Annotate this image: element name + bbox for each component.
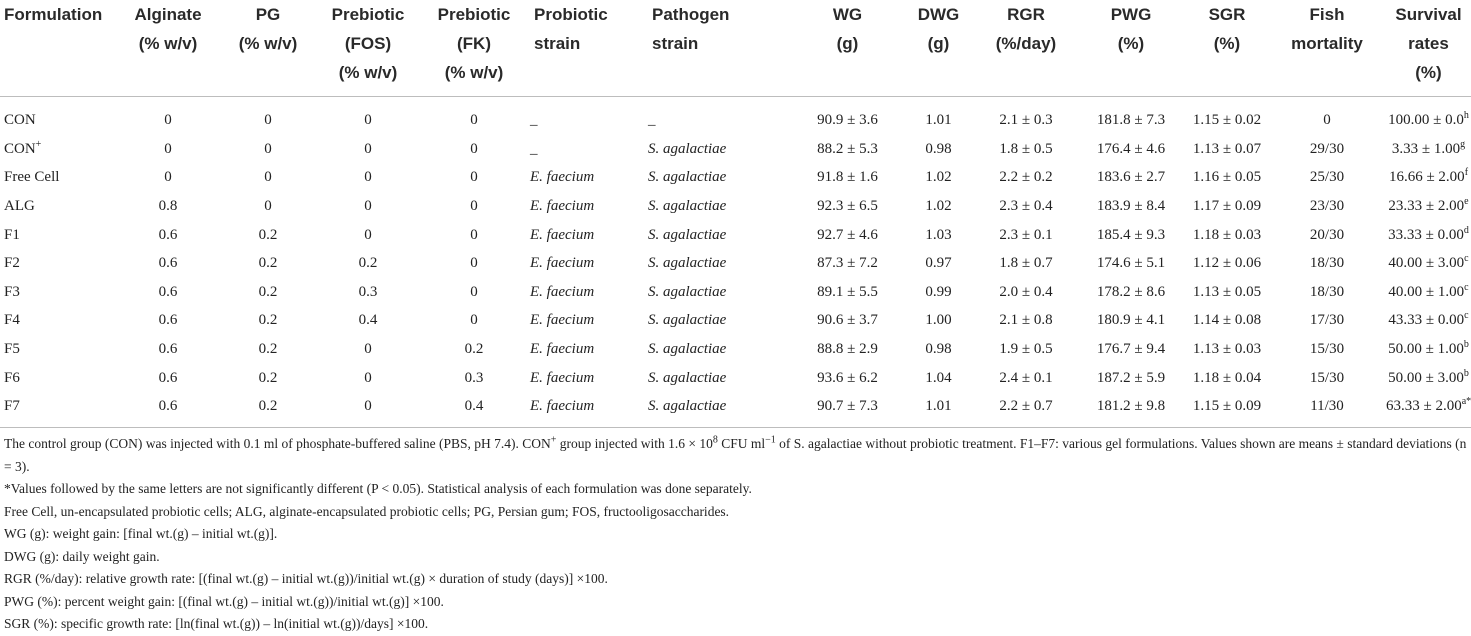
cell-survival: 3.33 ± 1.00$^g$ bbox=[1391, 138, 1466, 157]
cell-wg: 93.6 ± 6.2 bbox=[817, 369, 878, 386]
cell-probiotic: E. faecium bbox=[530, 283, 595, 300]
cell-dwg: 1.04 bbox=[925, 369, 952, 386]
cell-survival: 40.00 ± 3.00$^c$ bbox=[1388, 253, 1469, 272]
cell-fk: 0 bbox=[470, 169, 478, 186]
cell-rgr: 2.1 ± 0.3 bbox=[999, 112, 1053, 129]
footnote-control-group: The control group (CON) was injected with 0.1 ml of phosphate-buffered saline (PBS, pH 7.4). CON+ group injected with $1.6 \times 10^8$ CFU $ml^{-1}$ of S. agalactiae without probiotic treatment. F1–F7: various gel formulations. Values shown are means ± standard deviations (n = 3). bbox=[4, 434, 1467, 474]
cell-dwg: 1.02 bbox=[925, 169, 952, 186]
cell-formulation: F3 bbox=[4, 283, 20, 300]
cell-fk: 0 bbox=[470, 112, 478, 129]
cell-wg: 90.7 ± 7.3 bbox=[817, 398, 878, 415]
cell-sgr: 1.12 ± 0.06 bbox=[1192, 255, 1262, 272]
cell-alginate: 0.6 bbox=[158, 341, 178, 358]
cell-rgr: 2.2 ± 0.7 bbox=[999, 398, 1053, 415]
cell-dwg: 1.01 bbox=[925, 112, 952, 129]
footnote-pwg: PWG (%): percent weight gain: [(final wt.(g) – initial wt.(g))/initial wt.(g)] ×100. bbox=[4, 593, 444, 609]
cell-fk: 0 bbox=[470, 226, 478, 243]
cell-pathogen: _ bbox=[648, 112, 656, 129]
header-formulation: Formulation bbox=[0, 0, 118, 96]
cell-pwg: 183.6 ± 2.7 bbox=[1096, 169, 1166, 186]
cell-probiotic: E. faecium bbox=[530, 198, 595, 215]
cell-rgr: 2.3 ± 0.1 bbox=[999, 226, 1053, 243]
cell-probiotic: E. faecium bbox=[530, 341, 595, 358]
cell-fos: 0 bbox=[364, 369, 372, 386]
cell-rgr: 1.8 ± 0.5 bbox=[999, 140, 1053, 157]
cell-alginate: 0 bbox=[164, 169, 172, 186]
cell-wg: 87.3 ± 7.2 bbox=[817, 255, 878, 272]
cell-pwg: 181.8 ± 7.3 bbox=[1096, 112, 1166, 129]
cell-fos: 0.4 bbox=[358, 312, 378, 329]
cell-rgr: 2.1 ± 0.8 bbox=[999, 312, 1053, 329]
table-row bbox=[0, 278, 1471, 307]
cell-mortality: 11/30 bbox=[1310, 398, 1344, 415]
cell-sgr: 1.15 ± 0.09 bbox=[1192, 398, 1262, 415]
cell-mortality: 25/30 bbox=[1309, 169, 1345, 186]
cell-pg: 0.2 bbox=[258, 283, 278, 300]
cell-sgr: 1.15 ± 0.02 bbox=[1192, 112, 1262, 129]
cell-pwg: 180.9 ± 4.1 bbox=[1096, 312, 1166, 329]
header-alginate: Alginate (% w/v) bbox=[118, 0, 218, 96]
header-pathogen: Pathogen strain bbox=[648, 0, 794, 96]
cell-rgr: 1.9 ± 0.5 bbox=[999, 341, 1053, 358]
cell-fos: 0.2 bbox=[358, 255, 378, 272]
cell-sgr: 1.18 ± 0.04 bbox=[1192, 369, 1262, 386]
header-probiotic: Probiotic strain bbox=[530, 0, 648, 96]
cell-pathogen: S. agalactiae bbox=[648, 198, 727, 215]
table-row bbox=[0, 192, 1471, 221]
cell-mortality: 29/30 bbox=[1309, 140, 1345, 157]
cell-fk: 0 bbox=[470, 312, 478, 329]
header-sgr: SGR (%) bbox=[1186, 0, 1268, 96]
table-row bbox=[0, 364, 1471, 393]
cell-pwg: 185.4 ± 9.3 bbox=[1096, 226, 1166, 243]
cell-fk: 0 bbox=[470, 140, 478, 157]
cell-pwg: 181.2 ± 9.8 bbox=[1096, 398, 1166, 415]
cell-pwg: 183.9 ± 8.4 bbox=[1096, 198, 1166, 215]
cell-survival: 16.66 ± 2.00$^f$ bbox=[1388, 167, 1469, 186]
table-row bbox=[0, 164, 1471, 193]
cell-rgr: 2.2 ± 0.2 bbox=[999, 169, 1053, 186]
cell-wg: 90.6 ± 3.7 bbox=[817, 312, 878, 329]
cell-formulation: F7 bbox=[4, 398, 20, 415]
cell-wg: 90.9 ± 3.6 bbox=[817, 112, 878, 129]
cell-wg: 89.1 ± 5.5 bbox=[817, 283, 878, 300]
cell-fk: 0 bbox=[470, 198, 478, 215]
cell-pg: 0.2 bbox=[258, 398, 278, 415]
cell-sgr: 1.14 ± 0.08 bbox=[1192, 312, 1262, 329]
table-bottom-rule bbox=[0, 427, 1471, 428]
cell-rgr: 2.0 ± 0.4 bbox=[999, 283, 1053, 300]
cell-formulation: F1 bbox=[4, 226, 20, 243]
cell-pathogen: S. agalactiae bbox=[648, 312, 727, 329]
cell-formulation: CON+ bbox=[4, 138, 42, 157]
cell-pathogen: S. agalactiae bbox=[648, 369, 727, 386]
cell-probiotic: E. faecium bbox=[530, 169, 595, 186]
cell-pathogen: S. agalactiae bbox=[648, 341, 727, 358]
cell-fos: 0 bbox=[364, 112, 372, 129]
cell-mortality: 15/30 bbox=[1309, 369, 1345, 386]
cell-fk: 0.4 bbox=[464, 398, 484, 415]
cell-pg: 0.2 bbox=[258, 312, 278, 329]
cell-mortality: 17/30 bbox=[1309, 312, 1345, 329]
cell-fos: 0 bbox=[364, 341, 372, 358]
cell-alginate: 0 bbox=[164, 140, 172, 157]
cell-fk: 0.2 bbox=[464, 341, 484, 358]
cell-dwg: 1.01 bbox=[925, 398, 952, 415]
cell-dwg: 1.03 bbox=[925, 226, 952, 243]
cell-alginate: 0 bbox=[164, 112, 172, 129]
header-mortality: Fish mortality bbox=[1268, 0, 1386, 96]
cell-alginate: 0.8 bbox=[158, 198, 178, 215]
cell-pg: 0 bbox=[264, 198, 272, 215]
cell-pathogen: S. agalactiae bbox=[648, 226, 727, 243]
cell-fk: 0.3 bbox=[464, 369, 484, 386]
cell-survival: 43.33 ± 0.00$^c$ bbox=[1388, 310, 1469, 329]
cell-survival: 50.00 ± 1.00$^b$ bbox=[1388, 339, 1469, 358]
cell-dwg: 0.98 bbox=[925, 341, 952, 358]
table-row bbox=[0, 221, 1471, 250]
cell-fos: 0 bbox=[364, 398, 372, 415]
cell-mortality: 20/30 bbox=[1309, 226, 1345, 243]
table-row bbox=[0, 307, 1471, 336]
cell-formulation: F6 bbox=[4, 369, 20, 386]
cell-survival: $63.33 \pm 2.00^{a*}$ bbox=[1386, 396, 1471, 415]
cell-pwg: 176.7 ± 9.4 bbox=[1096, 341, 1166, 358]
cell-mortality: 18/30 bbox=[1309, 283, 1345, 300]
cell-pg: 0.2 bbox=[258, 255, 278, 272]
cell-alginate: 0.6 bbox=[158, 226, 178, 243]
cell-formulation: ALG bbox=[4, 198, 35, 215]
table-row bbox=[0, 96, 1471, 135]
cell-dwg: 1.02 bbox=[925, 198, 952, 215]
footnote-sgr: SGR (%): specific growth rate: [ln(final wt.(g)) – ln(initial wt.(g))/days] ×100. bbox=[4, 616, 429, 631]
footnote-significance: *Values followed by the same letters are not significantly different (P < 0.05). Statistical analysis of each formulation was done separately. bbox=[4, 481, 752, 496]
cell-alginate: 0.6 bbox=[158, 255, 178, 272]
cell-pg: 0.2 bbox=[258, 226, 278, 243]
cell-probiotic: E. faecium bbox=[530, 226, 595, 243]
header-survival: Survival rates (%) bbox=[1386, 0, 1471, 96]
cell-fos: 0 bbox=[364, 169, 372, 186]
cell-formulation: F2 bbox=[4, 255, 20, 272]
cell-mortality: 0 bbox=[1323, 112, 1331, 129]
cell-sgr: 1.13 ± 0.03 bbox=[1192, 341, 1262, 358]
cell-pwg: 176.4 ± 4.6 bbox=[1096, 140, 1166, 157]
cell-pwg: 178.2 ± 8.6 bbox=[1096, 283, 1166, 300]
cell-wg: 88.8 ± 2.9 bbox=[817, 341, 878, 358]
table-row bbox=[0, 392, 1471, 427]
cell-sgr: 1.16 ± 0.05 bbox=[1192, 169, 1262, 186]
cell-alginate: 0.6 bbox=[158, 283, 178, 300]
cell-probiotic: E. faecium bbox=[530, 255, 595, 272]
cell-pathogen: S. agalactiae bbox=[648, 283, 727, 300]
cell-wg: 92.7 ± 4.6 bbox=[817, 226, 878, 243]
cell-formulation: Free Cell bbox=[4, 169, 60, 186]
cell-fos: 0 bbox=[364, 198, 372, 215]
cell-dwg: 1.00 bbox=[925, 312, 952, 329]
cell-rgr: 2.3 ± 0.4 bbox=[999, 198, 1053, 215]
cell-dwg: 0.97 bbox=[925, 255, 952, 272]
cell-pg: 0 bbox=[264, 112, 272, 129]
footnote-dwg: DWG (g): daily weight gain. bbox=[4, 548, 160, 564]
header-pwg: PWG (%) bbox=[1076, 0, 1186, 96]
cell-dwg: 0.99 bbox=[925, 283, 952, 300]
cell-pg: 0.2 bbox=[258, 369, 278, 386]
cell-formulation: CON bbox=[4, 112, 36, 129]
header-wg: WG (g) bbox=[794, 0, 901, 96]
cell-survival: 40.00 ± 1.00$^c$ bbox=[1388, 281, 1469, 300]
cell-dwg: 0.98 bbox=[925, 140, 952, 157]
cell-rgr: 2.4 ± 0.1 bbox=[999, 369, 1053, 386]
header-pg: PG (% w/v) bbox=[218, 0, 318, 96]
cell-survival: 23.33 ± 2.00$^e$ bbox=[1388, 196, 1469, 215]
cell-pathogen: S. agalactiae bbox=[648, 255, 727, 272]
cell-wg: 91.8 ± 1.6 bbox=[817, 169, 878, 186]
cell-probiotic: _ bbox=[530, 140, 538, 157]
table-row bbox=[0, 135, 1471, 164]
cell-probiotic: E. faecium bbox=[530, 312, 595, 329]
table-row bbox=[0, 335, 1471, 364]
cell-survival: 100.00 ± 0.0$^h$ bbox=[1388, 110, 1469, 129]
cell-pathogen: S. agalactiae bbox=[648, 169, 727, 186]
cell-sgr: 1.18 ± 0.03 bbox=[1192, 226, 1262, 243]
cell-fk: 0 bbox=[470, 283, 478, 300]
cell-sgr: 1.13 ± 0.07 bbox=[1192, 140, 1262, 157]
header-rgr: RGR (%/day) bbox=[976, 0, 1076, 96]
cell-pg: 0.2 bbox=[258, 341, 278, 358]
cell-pathogen: S. agalactiae bbox=[648, 398, 727, 415]
cell-fos: 0 bbox=[364, 226, 372, 243]
header-fos: Prebiotic (FOS) (% w/v) bbox=[318, 0, 418, 96]
cell-rgr: 1.8 ± 0.7 bbox=[999, 255, 1053, 272]
cell-pwg: 187.2 ± 5.9 bbox=[1096, 369, 1166, 386]
cell-mortality: 15/30 bbox=[1309, 341, 1345, 358]
footnote-wg: WG (g): weight gain: [final wt.(g) – initial wt.(g)]. bbox=[4, 526, 278, 541]
cell-pwg: 174.6 ± 5.1 bbox=[1096, 255, 1166, 272]
cell-fk: 0 bbox=[470, 255, 478, 272]
cell-fos: 0.3 bbox=[358, 283, 378, 300]
cell-probiotic: _ bbox=[530, 112, 538, 129]
cell-probiotic: E. faecium bbox=[530, 398, 595, 415]
cell-survival: 50.00 ± 3.00$^b$ bbox=[1388, 367, 1469, 386]
cell-probiotic: E. faecium bbox=[530, 369, 595, 386]
header-row bbox=[0, 0, 1471, 96]
cell-pg: 0 bbox=[264, 140, 272, 157]
cell-alginate: 0.6 bbox=[158, 312, 178, 329]
cell-formulation: F5 bbox=[4, 341, 20, 358]
table-footnotes bbox=[0, 433, 1469, 636]
footnote-abbreviations: Free Cell, un-encapsulated probiotic cells; ALG, alginate-encapsulated probiotic cells; PG, Persian gum; FOS, fructooligosaccharides. bbox=[4, 503, 730, 519]
cell-mortality: 23/30 bbox=[1309, 198, 1345, 215]
cell-sgr: 1.13 ± 0.05 bbox=[1192, 283, 1262, 300]
footnote-rgr: RGR (%/day): relative growth rate: [(final wt.(g) – initial wt.(g))/initial wt.(g) × duration of study (days)] ×100. bbox=[4, 571, 608, 586]
cell-pathogen: S. agalactiae bbox=[648, 140, 727, 157]
cell-pg: 0 bbox=[264, 169, 272, 186]
cell-fos: 0 bbox=[364, 140, 372, 157]
cell-survival: 33.33 ± 0.00$^d$ bbox=[1388, 224, 1469, 243]
header-dwg: DWG (g) bbox=[901, 0, 976, 96]
cell-formulation: F4 bbox=[4, 312, 20, 329]
cell-sgr: 1.17 ± 0.09 bbox=[1192, 198, 1262, 215]
cell-mortality: 18/30 bbox=[1309, 255, 1345, 272]
cell-wg: 92.3 ± 6.5 bbox=[817, 198, 878, 215]
table-row bbox=[0, 249, 1471, 278]
cell-alginate: 0.6 bbox=[158, 369, 178, 386]
header-fk: Prebiotic (FK) (% w/v) bbox=[418, 0, 530, 96]
cell-wg: 88.2 ± 5.3 bbox=[817, 140, 878, 157]
cell-alginate: 0.6 bbox=[158, 398, 178, 415]
